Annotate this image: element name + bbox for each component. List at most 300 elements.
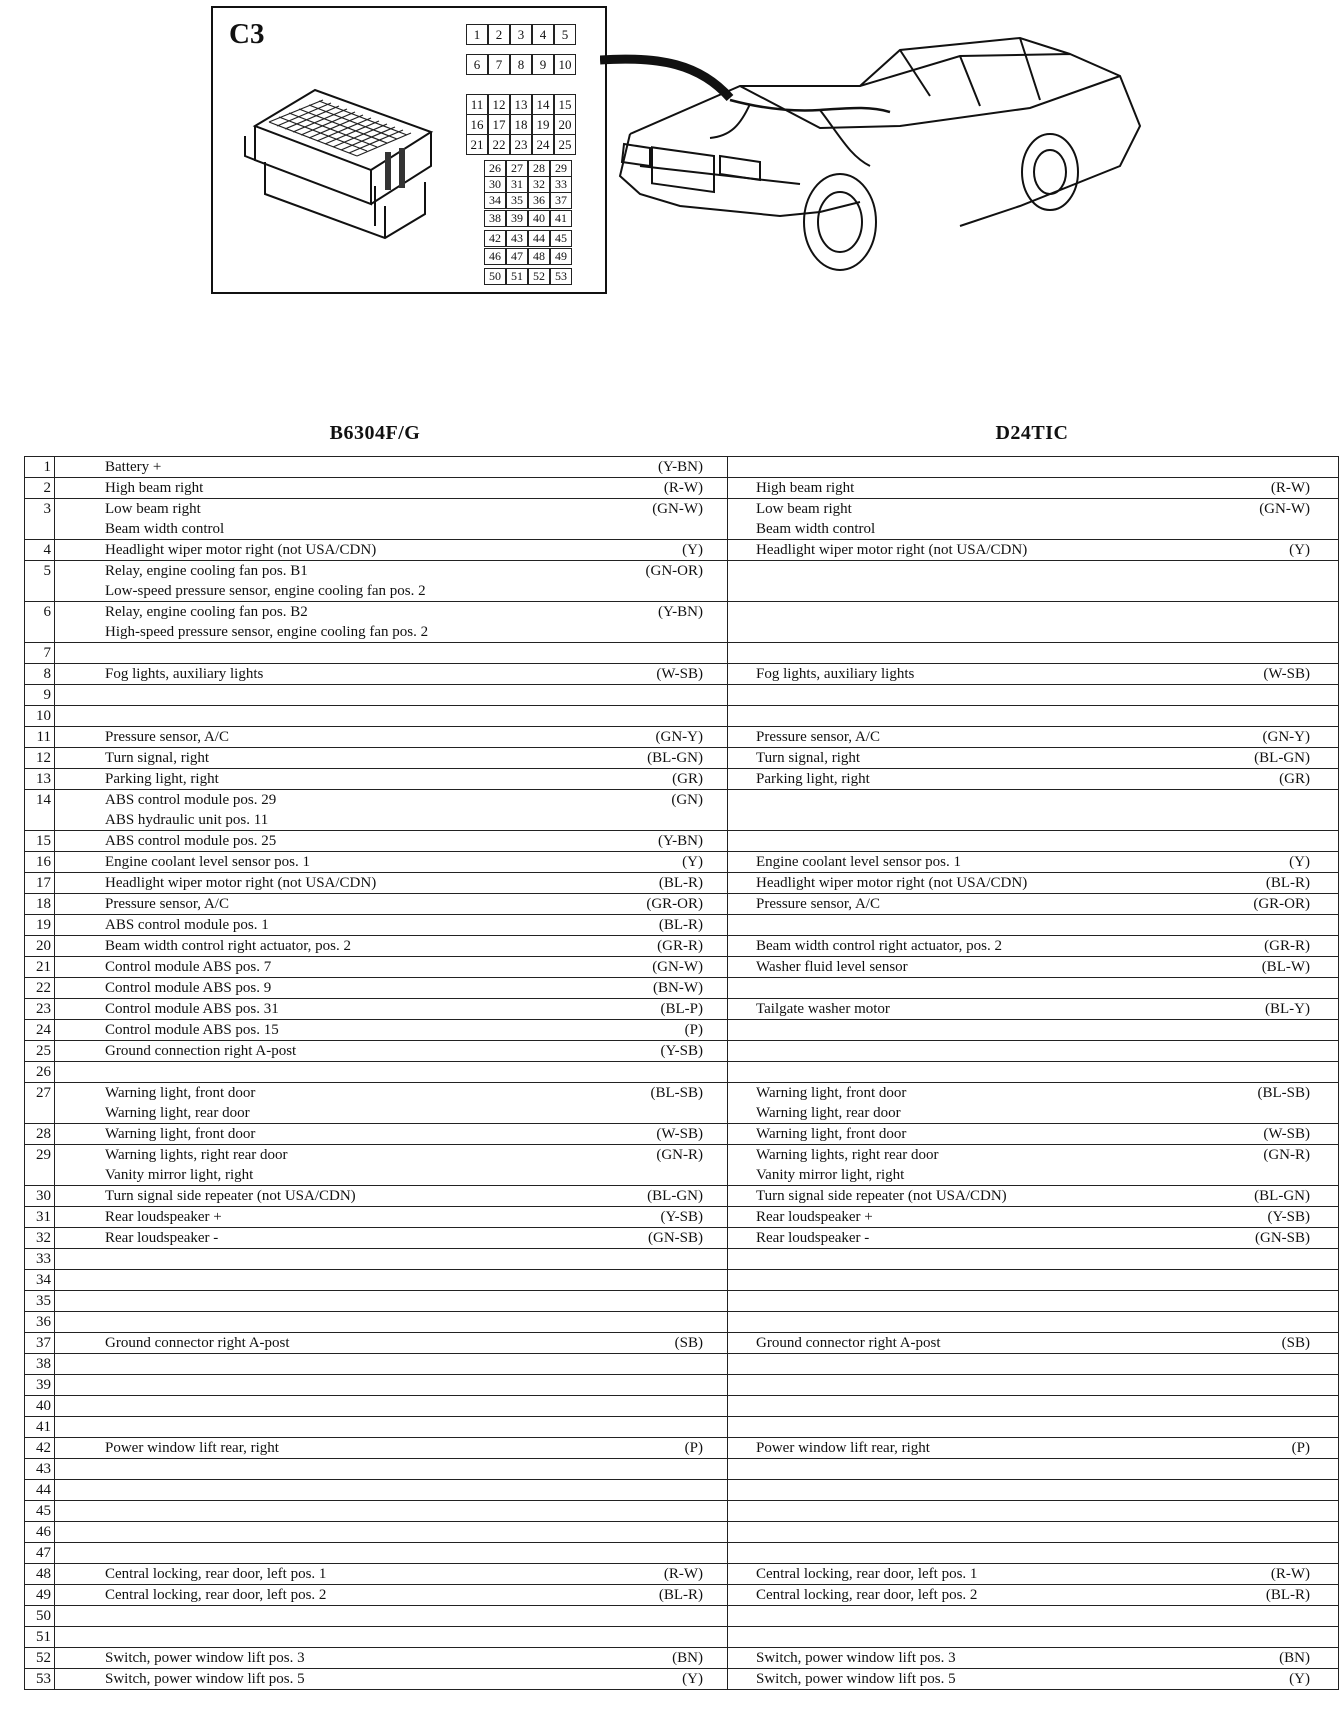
connector-pin: 2 bbox=[488, 24, 510, 45]
right-description-cell bbox=[728, 999, 1339, 1020]
pin-layout-grid bbox=[466, 24, 584, 288]
pin-number: 14 bbox=[25, 790, 55, 831]
description-line: Control module ABS pos. 7 bbox=[105, 959, 272, 975]
wire-color: (BL-SB) bbox=[650, 1085, 703, 1101]
left-description-cell bbox=[55, 873, 728, 894]
right-description-cell bbox=[728, 643, 1339, 664]
wire-color: (P) bbox=[684, 1022, 703, 1038]
description-line: Turn signal, right bbox=[756, 750, 861, 766]
wire-color: (R-W) bbox=[1270, 1566, 1310, 1582]
right-description-cell bbox=[728, 1020, 1339, 1041]
description-line: ABS hydraulic unit pos. 11 bbox=[105, 812, 269, 828]
table-row bbox=[25, 643, 1339, 664]
left-description-cell bbox=[55, 1062, 728, 1083]
left-description-cell bbox=[55, 1041, 728, 1062]
right-description-cell bbox=[728, 499, 1339, 540]
table-row bbox=[25, 1207, 1339, 1228]
pin-number: 23 bbox=[25, 999, 55, 1020]
pin-number: 27 bbox=[25, 1083, 55, 1124]
wire-color: (Y-SB) bbox=[1267, 1209, 1310, 1225]
connector-pin: 47 bbox=[506, 248, 528, 265]
connector-pin: 42 bbox=[484, 230, 506, 247]
pin-number: 51 bbox=[25, 1627, 55, 1648]
connector-label: C3 bbox=[229, 18, 265, 50]
pin-number: 53 bbox=[25, 1669, 55, 1690]
description-line: High beam right bbox=[105, 480, 204, 496]
right-description-cell bbox=[728, 664, 1339, 685]
description-line: Switch, power window lift pos. 3 bbox=[756, 1650, 956, 1666]
description-line: ABS control module pos. 29 bbox=[105, 792, 277, 808]
table-row bbox=[25, 936, 1339, 957]
left-description-cell bbox=[55, 1501, 728, 1522]
connector-pin: 15 bbox=[554, 94, 576, 115]
description-line: Pressure sensor, A/C bbox=[105, 729, 229, 745]
description-line: Parking light, right bbox=[105, 771, 219, 787]
wire-color: (GN-SB) bbox=[648, 1230, 703, 1246]
pin-number: 15 bbox=[25, 831, 55, 852]
right-description-cell bbox=[728, 1459, 1339, 1480]
right-description-cell bbox=[728, 1228, 1339, 1249]
connector-pin: 12 bbox=[488, 94, 510, 115]
right-description-cell bbox=[728, 1648, 1339, 1669]
table-row bbox=[25, 1480, 1339, 1501]
pin-number: 17 bbox=[25, 873, 55, 894]
connector-pin: 46 bbox=[484, 248, 506, 265]
description-line: Tailgate washer motor bbox=[756, 1001, 890, 1017]
left-description-cell bbox=[55, 894, 728, 915]
wire-color: (Y-SB) bbox=[660, 1043, 703, 1059]
table-row bbox=[25, 478, 1339, 499]
connector-pin: 4 bbox=[532, 24, 554, 45]
description-line: Warning light, rear door bbox=[105, 1105, 250, 1121]
wire-color: (R-W) bbox=[1270, 480, 1310, 496]
connector-pin: 37 bbox=[550, 192, 572, 209]
table-row bbox=[25, 1270, 1339, 1291]
table-row bbox=[25, 602, 1339, 643]
wire-color: (BL-W) bbox=[1261, 959, 1310, 975]
connector-pin: 23 bbox=[510, 134, 532, 155]
right-description-cell bbox=[728, 936, 1339, 957]
description-line: Low beam right bbox=[756, 501, 852, 517]
wire-color: (GN-Y) bbox=[655, 729, 703, 745]
connector-pin: 14 bbox=[532, 94, 554, 115]
wire-color: (P) bbox=[684, 1440, 703, 1456]
wire-color: (BL-GN) bbox=[1254, 750, 1310, 766]
wire-color: (BL-R) bbox=[1265, 875, 1310, 891]
description-line: Central locking, rear door, left pos. 2 bbox=[105, 1587, 327, 1603]
table-row bbox=[25, 1585, 1339, 1606]
right-description-cell bbox=[728, 602, 1339, 643]
left-description-cell bbox=[55, 978, 728, 999]
connector-pin: 43 bbox=[506, 230, 528, 247]
description-line: High-speed pressure sensor, engine cooling fan pos. 2 bbox=[105, 624, 429, 640]
connector-pin: 21 bbox=[466, 134, 488, 155]
description-line: Beam width control bbox=[105, 521, 225, 537]
table-row bbox=[25, 1522, 1339, 1543]
description-line: Central locking, rear door, left pos. 2 bbox=[756, 1587, 978, 1603]
table-row bbox=[25, 1312, 1339, 1333]
pin-number: 29 bbox=[25, 1145, 55, 1186]
connector-pin: 50 bbox=[484, 268, 506, 285]
description-line: Warning light, front door bbox=[105, 1126, 256, 1142]
description-line: Low-speed pressure sensor, engine cooling fan pos. 2 bbox=[105, 583, 426, 599]
pin-number: 48 bbox=[25, 1564, 55, 1585]
right-description-cell bbox=[728, 1291, 1339, 1312]
connector-pin: 22 bbox=[488, 134, 510, 155]
right-description-cell bbox=[728, 1333, 1339, 1354]
left-description-cell bbox=[55, 999, 728, 1020]
right-description-cell bbox=[728, 1145, 1339, 1186]
right-description-cell bbox=[728, 831, 1339, 852]
connector-pin: 32 bbox=[528, 176, 550, 193]
left-description-cell bbox=[55, 831, 728, 852]
wire-color: (R-W) bbox=[663, 480, 703, 496]
table-row bbox=[25, 540, 1339, 561]
description-line: Battery + bbox=[105, 459, 162, 475]
description-line: Warning lights, right rear door bbox=[756, 1147, 939, 1163]
connector-pin: 29 bbox=[550, 160, 572, 177]
pin-number: 36 bbox=[25, 1312, 55, 1333]
description-line: ABS control module pos. 25 bbox=[105, 833, 277, 849]
pin-number: 1 bbox=[25, 457, 55, 478]
right-description-cell bbox=[728, 873, 1339, 894]
connector-pin: 9 bbox=[532, 54, 554, 75]
right-description-cell bbox=[728, 685, 1339, 706]
connector-pin: 6 bbox=[466, 54, 488, 75]
wire-color: (BL-GN) bbox=[647, 1188, 703, 1204]
table-row bbox=[25, 1627, 1339, 1648]
connector-pin: 8 bbox=[510, 54, 532, 75]
connector-pin: 13 bbox=[510, 94, 532, 115]
wire-color: (GN-W) bbox=[1259, 501, 1310, 517]
table-row bbox=[25, 1459, 1339, 1480]
connector-pin: 20 bbox=[554, 114, 576, 135]
right-description-cell bbox=[728, 1543, 1339, 1564]
description-line: Pressure sensor, A/C bbox=[756, 729, 880, 745]
left-description-cell bbox=[55, 748, 728, 769]
description-line: Parking light, right bbox=[756, 771, 870, 787]
table-row bbox=[25, 1333, 1339, 1354]
pin-number: 35 bbox=[25, 1291, 55, 1312]
right-description-cell bbox=[728, 1062, 1339, 1083]
right-description-cell bbox=[728, 957, 1339, 978]
table-row bbox=[25, 1228, 1339, 1249]
wire-color: (BL-SB) bbox=[1257, 1085, 1310, 1101]
connector-pin: 7 bbox=[488, 54, 510, 75]
connector-pin: 26 bbox=[484, 160, 506, 177]
table-row bbox=[25, 915, 1339, 936]
description-line: Headlight wiper motor right (not USA/CDN) bbox=[756, 542, 1028, 558]
wire-color: (Y) bbox=[682, 542, 703, 558]
description-line: Ground connector right A-post bbox=[756, 1335, 941, 1351]
connector-pin: 28 bbox=[528, 160, 550, 177]
description-line: Pressure sensor, A/C bbox=[756, 896, 880, 912]
left-description-cell bbox=[55, 1249, 728, 1270]
pin-number: 47 bbox=[25, 1543, 55, 1564]
description-line: Vanity mirror light, right bbox=[756, 1167, 905, 1183]
connector-pin: 40 bbox=[528, 210, 550, 227]
connector-pin: 11 bbox=[466, 94, 488, 115]
right-description-cell bbox=[728, 1669, 1339, 1690]
table-row bbox=[25, 769, 1339, 790]
pin-number: 6 bbox=[25, 602, 55, 643]
wire-color: (BL-Y) bbox=[1265, 1001, 1310, 1017]
wire-color: (W-SB) bbox=[1263, 666, 1310, 682]
description-line: Switch, power window lift pos. 5 bbox=[756, 1671, 956, 1687]
table-row bbox=[25, 1354, 1339, 1375]
wire-color: (Y-BN) bbox=[658, 604, 703, 620]
right-description-cell bbox=[728, 1396, 1339, 1417]
wire-color: (BL-R) bbox=[658, 917, 703, 933]
right-description-cell bbox=[728, 1564, 1339, 1585]
connector-housing-illustration bbox=[235, 86, 435, 246]
pin-number: 11 bbox=[25, 727, 55, 748]
right-description-cell bbox=[728, 1249, 1339, 1270]
wire-color: (GN-W) bbox=[652, 959, 703, 975]
table-row bbox=[25, 1041, 1339, 1062]
connector-pin: 1 bbox=[466, 24, 488, 45]
description-line: Headlight wiper motor right (not USA/CDN) bbox=[756, 875, 1028, 891]
wire-color: (Y) bbox=[1289, 854, 1310, 870]
pin-number: 20 bbox=[25, 936, 55, 957]
connector-pin: 48 bbox=[528, 248, 550, 265]
car-illustration bbox=[600, 16, 1170, 296]
wire-color: (GN-OR) bbox=[645, 563, 703, 579]
connector-pin: 35 bbox=[506, 192, 528, 209]
pin-number: 8 bbox=[25, 664, 55, 685]
wire-color: (BL-GN) bbox=[1254, 1188, 1310, 1204]
left-description-cell bbox=[55, 1459, 728, 1480]
right-description-cell bbox=[728, 540, 1339, 561]
connector-pin: 24 bbox=[532, 134, 554, 155]
description-line: Fog lights, auxiliary lights bbox=[105, 666, 264, 682]
pin-number: 26 bbox=[25, 1062, 55, 1083]
description-line: Ground connection right A-post bbox=[105, 1043, 297, 1059]
wire-color: (GR-R) bbox=[657, 938, 703, 954]
pin-number: 43 bbox=[25, 1459, 55, 1480]
connector-pin: 31 bbox=[506, 176, 528, 193]
connector-pin: 30 bbox=[484, 176, 506, 193]
left-description-cell bbox=[55, 457, 728, 478]
left-description-cell bbox=[55, 1207, 728, 1228]
pin-number: 50 bbox=[25, 1606, 55, 1627]
table-row bbox=[25, 1417, 1339, 1438]
description-line: Rear loudspeaker + bbox=[105, 1209, 222, 1225]
left-description-cell bbox=[55, 1291, 728, 1312]
right-description-cell bbox=[728, 1041, 1339, 1062]
left-description-cell bbox=[55, 1522, 728, 1543]
left-description-cell bbox=[55, 1396, 728, 1417]
pin-number: 25 bbox=[25, 1041, 55, 1062]
wire-color: (Y) bbox=[682, 854, 703, 870]
connector-pin: 38 bbox=[484, 210, 506, 227]
description-line: Power window lift rear, right bbox=[756, 1440, 930, 1456]
table-row bbox=[25, 894, 1339, 915]
right-description-cell bbox=[728, 1438, 1339, 1459]
left-description-cell bbox=[55, 1564, 728, 1585]
table-row bbox=[25, 1145, 1339, 1186]
pin-number: 19 bbox=[25, 915, 55, 936]
table-row bbox=[25, 957, 1339, 978]
description-line: Turn signal side repeater (not USA/CDN) bbox=[105, 1188, 356, 1204]
connector-pin: 51 bbox=[506, 268, 528, 285]
right-description-cell bbox=[728, 1522, 1339, 1543]
table-row bbox=[25, 561, 1339, 602]
right-description-cell bbox=[728, 1606, 1339, 1627]
right-description-cell bbox=[728, 1270, 1339, 1291]
pin-number: 34 bbox=[25, 1270, 55, 1291]
table-row bbox=[25, 1020, 1339, 1041]
right-description-cell bbox=[728, 1375, 1339, 1396]
wire-color: (BN) bbox=[1279, 1650, 1310, 1666]
connector-pin: 10 bbox=[554, 54, 576, 75]
wire-color: (W-SB) bbox=[656, 1126, 703, 1142]
connector-pin: 45 bbox=[550, 230, 572, 247]
right-description-cell bbox=[728, 1627, 1339, 1648]
wire-color: (GR-OR) bbox=[646, 896, 703, 912]
table-row bbox=[25, 685, 1339, 706]
wire-color: (GR-R) bbox=[1264, 938, 1310, 954]
left-description-cell bbox=[55, 499, 728, 540]
right-description-cell bbox=[728, 1501, 1339, 1522]
description-line: Washer fluid level sensor bbox=[756, 959, 908, 975]
wire-color: (Y-BN) bbox=[658, 833, 703, 849]
description-line: Rear loudspeaker - bbox=[756, 1230, 870, 1246]
description-line: Headlight wiper motor right (not USA/CDN) bbox=[105, 875, 377, 891]
wire-color: (SB) bbox=[674, 1335, 703, 1351]
left-description-cell bbox=[55, 1438, 728, 1459]
left-description-cell bbox=[55, 1480, 728, 1501]
connector-pin: 52 bbox=[528, 268, 550, 285]
wire-color: (BL-R) bbox=[658, 875, 703, 891]
table-row bbox=[25, 1083, 1339, 1124]
left-description-cell bbox=[55, 643, 728, 664]
right-description-cell bbox=[728, 1354, 1339, 1375]
right-description-cell bbox=[728, 748, 1339, 769]
wire-color: (GN-R) bbox=[1263, 1147, 1310, 1163]
description-line: Warning light, front door bbox=[105, 1085, 256, 1101]
left-description-cell bbox=[55, 915, 728, 936]
left-description-cell bbox=[55, 1606, 728, 1627]
description-line: Relay, engine cooling fan pos. B1 bbox=[105, 563, 308, 579]
pin-number: 18 bbox=[25, 894, 55, 915]
table-row bbox=[25, 499, 1339, 540]
column-heading-right: D24TIC bbox=[995, 422, 1069, 444]
pin-number: 12 bbox=[25, 748, 55, 769]
pin-number: 28 bbox=[25, 1124, 55, 1145]
description-line: Warning light, front door bbox=[756, 1126, 907, 1142]
wire-color: (GR) bbox=[672, 771, 703, 787]
connector-pin: 16 bbox=[466, 114, 488, 135]
left-description-cell bbox=[55, 1585, 728, 1606]
left-description-cell bbox=[55, 1124, 728, 1145]
left-description-cell bbox=[55, 1333, 728, 1354]
pin-number: 7 bbox=[25, 643, 55, 664]
connector-pin: 34 bbox=[484, 192, 506, 209]
wire-color: (GN-SB) bbox=[1255, 1230, 1310, 1246]
wire-color: (GN-W) bbox=[652, 501, 703, 517]
pin-number: 46 bbox=[25, 1522, 55, 1543]
left-description-cell bbox=[55, 1145, 728, 1186]
connector-pin: 39 bbox=[506, 210, 528, 227]
table-row bbox=[25, 457, 1339, 478]
right-description-cell bbox=[728, 727, 1339, 748]
pin-number: 37 bbox=[25, 1333, 55, 1354]
left-description-cell bbox=[55, 936, 728, 957]
wire-color: (Y) bbox=[1289, 1671, 1310, 1687]
table-row bbox=[25, 1543, 1339, 1564]
right-description-cell bbox=[728, 852, 1339, 873]
description-line: Low beam right bbox=[105, 501, 201, 517]
pin-number: 9 bbox=[25, 685, 55, 706]
description-line: Headlight wiper motor right (not USA/CDN) bbox=[105, 542, 377, 558]
description-line: Ground connector right A-post bbox=[105, 1335, 290, 1351]
wire-color: (BL-R) bbox=[1265, 1587, 1310, 1603]
description-line: Central locking, rear door, left pos. 1 bbox=[105, 1566, 327, 1582]
table-row bbox=[25, 790, 1339, 831]
wire-color: (BN) bbox=[672, 1650, 703, 1666]
table-row bbox=[25, 1669, 1339, 1690]
left-description-cell bbox=[55, 1669, 728, 1690]
right-description-cell bbox=[728, 1124, 1339, 1145]
description-line: High beam right bbox=[756, 480, 855, 496]
left-description-cell bbox=[55, 1270, 728, 1291]
connector-pin: 41 bbox=[550, 210, 572, 227]
table-row bbox=[25, 999, 1339, 1020]
left-description-cell bbox=[55, 478, 728, 499]
table-row bbox=[25, 1124, 1339, 1145]
table-row bbox=[25, 1186, 1339, 1207]
table-row bbox=[25, 1438, 1339, 1459]
right-description-cell bbox=[728, 1083, 1339, 1124]
left-description-cell bbox=[55, 685, 728, 706]
table-row bbox=[25, 1375, 1339, 1396]
left-description-cell bbox=[55, 561, 728, 602]
pin-number: 38 bbox=[25, 1354, 55, 1375]
table-row bbox=[25, 873, 1339, 894]
left-description-cell bbox=[55, 957, 728, 978]
wire-color: (BL-R) bbox=[658, 1587, 703, 1603]
wire-color: (P) bbox=[1291, 1440, 1310, 1456]
wire-color: (W-SB) bbox=[656, 666, 703, 682]
connector-pin: 18 bbox=[510, 114, 532, 135]
pin-number: 33 bbox=[25, 1249, 55, 1270]
left-description-cell bbox=[55, 1543, 728, 1564]
pin-number: 40 bbox=[25, 1396, 55, 1417]
table-row bbox=[25, 1501, 1339, 1522]
connector-pin: 33 bbox=[550, 176, 572, 193]
left-description-cell bbox=[55, 1648, 728, 1669]
left-description-cell bbox=[55, 1083, 728, 1124]
wire-color: (R-W) bbox=[663, 1566, 703, 1582]
pin-number: 39 bbox=[25, 1375, 55, 1396]
pin-number: 44 bbox=[25, 1480, 55, 1501]
left-description-cell bbox=[55, 602, 728, 643]
description-line: Switch, power window lift pos. 3 bbox=[105, 1650, 305, 1666]
left-description-cell bbox=[55, 1228, 728, 1249]
description-line: Warning light, front door bbox=[756, 1085, 907, 1101]
connector-pin: 53 bbox=[550, 268, 572, 285]
wire-color: (W-SB) bbox=[1263, 1126, 1310, 1142]
wire-color: (GN-Y) bbox=[1262, 729, 1310, 745]
description-line: Engine coolant level sensor pos. 1 bbox=[756, 854, 961, 870]
pin-number: 22 bbox=[25, 978, 55, 999]
left-description-cell bbox=[55, 1417, 728, 1438]
description-line: Turn signal side repeater (not USA/CDN) bbox=[756, 1188, 1007, 1204]
table-row bbox=[25, 727, 1339, 748]
description-line: Relay, engine cooling fan pos. B2 bbox=[105, 604, 308, 620]
pin-number: 4 bbox=[25, 540, 55, 561]
